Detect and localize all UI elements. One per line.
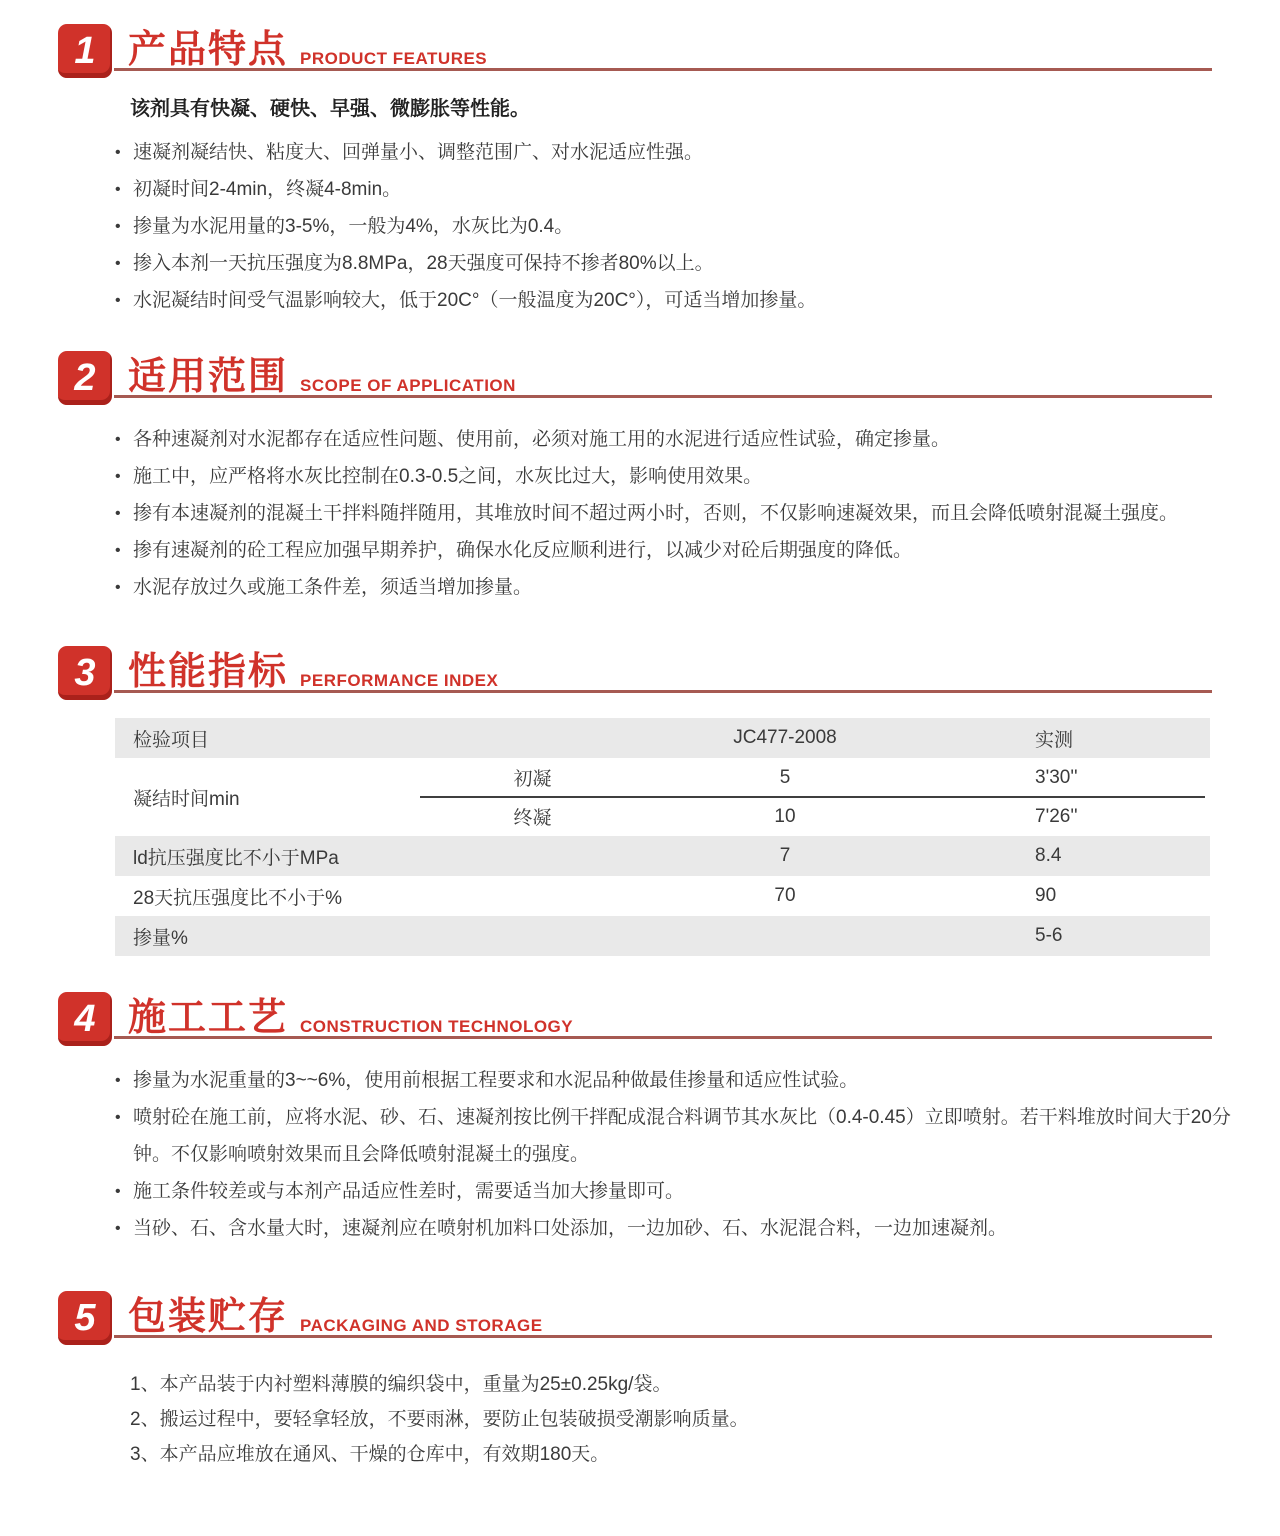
list-item	[115, 569, 1235, 606]
table-cell: 3'30''	[1035, 766, 1078, 788]
table-cell: 5	[779, 766, 791, 788]
section-header	[0, 990, 1280, 1046]
section-title: 产品特点	[128, 29, 289, 71]
table-row-setting-time	[115, 758, 1210, 836]
section-title: 包装贮存	[128, 1296, 289, 1338]
list-item	[115, 171, 1235, 208]
numbered-item: 3、本产品应堆放在通风、干燥的仓库中，有效期180天。	[130, 1444, 610, 1465]
table-cell: 初凝	[513, 769, 552, 790]
bullet-dot: •	[115, 292, 121, 309]
table-cell-label: 掺量%	[133, 927, 188, 949]
section-intro: 该剂具有快凝、硬快、早强、微膨胀等性能。	[130, 98, 530, 120]
bullet-dot: •	[115, 1109, 121, 1126]
list-item-text: 掺入本剂一天抗压强度为8.8MPa，28天强度可保持不掺者80%以上。	[133, 253, 714, 274]
bullet-dot: •	[115, 431, 121, 448]
table-row	[115, 836, 1210, 876]
performance-table	[115, 718, 1210, 956]
table-header-cell: 实测	[1035, 729, 1074, 751]
list-item	[115, 282, 1235, 319]
table-header-cell: 检验项目	[133, 729, 210, 751]
list-item-text: 施工中，应严格将水灰比控制在0.3-0.5之间，水灰比过大，影响使用效果。	[133, 466, 763, 487]
table-cell: 8.4	[1035, 845, 1062, 866]
list-item	[115, 421, 1235, 458]
list-item	[115, 532, 1235, 569]
list-item	[115, 1062, 1235, 1099]
section-number-badge: 2	[58, 351, 112, 405]
section-number-badge: 5	[58, 1291, 112, 1345]
table-cell: 10	[774, 805, 796, 827]
section-title: 适用范围	[128, 356, 289, 398]
section-title: 施工工艺	[128, 997, 289, 1039]
section-header	[0, 349, 1280, 405]
list-item-text: 水泥凝结时间受气温影响较大，低于20C°（一般温度为20C°），可适当增加掺量。	[133, 290, 817, 311]
list-item-text: 速凝剂凝结快、粘度大、回弹量小、调整范围广、对水泥适应性强。	[133, 142, 704, 163]
bullet-dot: •	[115, 181, 121, 198]
list-item	[115, 245, 1235, 282]
list-item-text: 掺量为水泥重量的3~~6%，使用前根据工程要求和水泥品种做最佳掺量和适应性试验。	[133, 1070, 859, 1091]
bullet-dot: •	[115, 505, 121, 522]
section-number-badge: 3	[58, 646, 112, 700]
table-header-row	[115, 718, 1210, 758]
list-item	[115, 495, 1235, 532]
list-item-text: 掺有速凝剂的砼工程应加强早期养护，确保水化反应顺利进行，以减少对砼后期强度的降低。	[133, 540, 913, 561]
list-item-text: 初凝时间2-4min，终凝4-8min。	[133, 179, 402, 200]
table-cell: 70	[774, 885, 796, 906]
list-item-text: 喷射砼在施工前，应将水泥、砂、石、速凝剂按比例干拌配成混合料调节其水灰比（0.4-0.45）立即喷射。若干料堆放时间大于20分钟。不仅影响喷射效果而且会降低喷射混凝土的强度。	[133, 1107, 1231, 1165]
table-cell: 终凝	[513, 808, 552, 829]
bullet-list	[115, 1062, 1235, 1247]
table-cell-label: ld抗压强度比不小于MPa	[133, 847, 339, 869]
list-item	[115, 1210, 1235, 1247]
section-header	[0, 644, 1280, 700]
section-number-badge: 4	[58, 992, 112, 1046]
bullet-dot: •	[115, 1220, 121, 1237]
list-item	[115, 1173, 1235, 1210]
table-cell: 5-6	[1035, 925, 1063, 946]
numbered-item: 1、本产品装于内衬塑料薄膜的编织袋中，重量为25±0.25kg/袋。	[130, 1374, 672, 1395]
table-row	[115, 916, 1210, 956]
table-sub-divider	[420, 796, 1205, 798]
section-subtitle: SCOPE OF APPLICATION	[300, 376, 516, 395]
list-item-text: 掺量为水泥用量的3-5%，一般为4%，水灰比为0.4。	[133, 216, 574, 237]
bullet-dot: •	[115, 468, 121, 485]
section-subtitle: PRODUCT FEATURES	[300, 49, 488, 68]
section-product-features	[0, 22, 1280, 319]
list-item	[115, 458, 1235, 495]
list-item-text: 各种速凝剂对水泥都存在适应性问题、使用前，必须对施工用的水泥进行适应性试验，确定掺量。	[133, 429, 951, 450]
section-subtitle: PACKAGING AND STORAGE	[300, 1316, 543, 1335]
table-cell: 90	[1035, 885, 1057, 906]
list-item	[115, 134, 1235, 171]
section-performance-index	[0, 644, 1280, 956]
numbered-item: 2、搬运过程中，要轻拿轻放，不要雨淋，要防止包装破损受潮影响质量。	[130, 1409, 749, 1430]
table-cell: 7	[779, 845, 791, 866]
list-item	[115, 1099, 1235, 1173]
list-item-text: 掺有本速凝剂的混凝土干拌料随拌随用，其堆放时间不超过两小时，否则，不仅影响速凝效果，而且会降低喷射混凝土强度。	[133, 503, 1179, 524]
bullet-list	[115, 134, 1235, 319]
bullet-dot: •	[115, 1183, 121, 1200]
bullet-dot: •	[115, 218, 121, 235]
section-subtitle: CONSTRUCTION TECHNOLOGY	[300, 1017, 574, 1036]
bullet-dot: •	[115, 579, 121, 596]
list-item-text: 施工条件较差或与本剂产品适应性差时，需要适当加大掺量即可。	[133, 1181, 685, 1202]
bullet-dot: •	[115, 255, 121, 272]
numbered-list	[130, 1367, 1235, 1472]
section-number-badge: 1	[58, 24, 112, 78]
table-header-cell: JC477-2008	[733, 727, 837, 748]
list-item-text: 水泥存放过久或施工条件差，须适当增加掺量。	[133, 577, 533, 598]
section-header	[0, 1289, 1280, 1345]
section-subtitle: PERFORMANCE INDEX	[300, 671, 499, 690]
section-scope-of-application	[0, 349, 1280, 606]
bullet-dot: •	[115, 542, 121, 559]
section-title: 性能指标	[128, 651, 289, 693]
section-packaging-storage	[0, 1289, 1280, 1472]
table-row	[115, 876, 1210, 916]
bullet-dot: •	[115, 144, 121, 161]
list-item	[115, 208, 1235, 245]
bullet-dot: •	[115, 1072, 121, 1089]
table-cell: 7'26''	[1035, 805, 1078, 827]
list-item-text: 当砂、石、含水量大时，速凝剂应在喷射机加料口处添加，一边加砂、石、水泥混合料，一边加速凝剂。	[133, 1218, 1008, 1239]
section-header	[0, 22, 1280, 78]
table-cell-label: 凝结时间min	[133, 788, 240, 810]
table-cell-label: 28天抗压强度比不小于%	[133, 887, 343, 909]
bullet-list	[115, 421, 1235, 606]
section-construction-technology	[0, 990, 1280, 1247]
